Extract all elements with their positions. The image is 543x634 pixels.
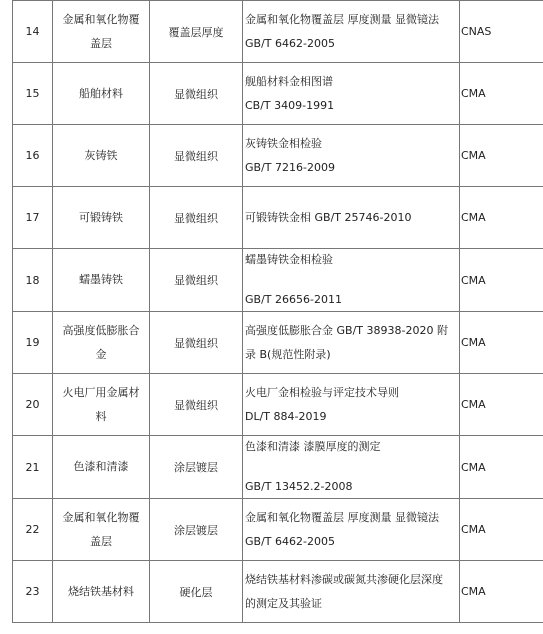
row-number: 21 <box>13 436 53 499</box>
material-name-line1: 蠕墨铸铁 <box>79 273 123 286</box>
standard-line2: GB/T 6462-2005 <box>245 534 335 548</box>
material-name <box>53 312 150 374</box>
standard <box>243 436 460 499</box>
certification: CMA <box>460 436 543 499</box>
certification: CMA <box>460 187 543 249</box>
test-item: 显微组织 <box>150 187 243 249</box>
material-name <box>53 561 150 623</box>
standard-line1: 蠕墨铸铁金相检验 <box>245 253 333 266</box>
test-item: 显微组织 <box>150 249 243 312</box>
standard-line1: 高强度低膨胀合金 GB/T 38938-2020 附 <box>245 323 448 337</box>
material-name-line1: 烧结铁基材料 <box>68 584 134 598</box>
row-number: 22 <box>13 499 53 561</box>
material-name-line2: 金 <box>95 347 107 361</box>
table-row <box>13 125 543 187</box>
test-item: 涂层镀层 <box>150 499 243 561</box>
row-number: 18 <box>13 249 53 312</box>
material-name-line1: 色漆和清漆 <box>73 460 129 473</box>
standard-line1: 色漆和清漆 漆膜厚度的测定 <box>245 440 381 453</box>
standard <box>243 187 460 249</box>
standard-line1: 火电厂金相检验与评定技术导则 <box>245 385 399 399</box>
certification: CMA <box>460 374 543 436</box>
standard-line1: 可锻铸铁金相 GB/T 25746-2010 <box>245 210 412 224</box>
row-number: 15 <box>13 63 53 125</box>
test-item: 显微组织 <box>150 374 243 436</box>
standard-line1: 灰铸铁金相检验 <box>245 136 322 150</box>
material-name-line2: 盖层 <box>90 534 112 548</box>
standard-line1: 舰船材料金相图谱 <box>245 74 333 88</box>
standard <box>243 63 460 125</box>
certification: CMA <box>460 499 543 561</box>
standard <box>243 499 460 561</box>
test-item: 显微组织 <box>150 125 243 187</box>
test-item: 涂层镀层 <box>150 436 243 499</box>
table-row <box>13 312 543 374</box>
certification: CMA <box>460 125 543 187</box>
standard-line2: DL/T 884-2019 <box>245 409 327 423</box>
row-number: 16 <box>13 125 53 187</box>
certification: CMA <box>460 249 543 312</box>
standard <box>243 374 460 436</box>
row-number: 20 <box>13 374 53 436</box>
standard-line2: 录 B(规范性附录) <box>245 347 331 361</box>
standard-line2: GB/T 26656-2011 <box>245 293 342 306</box>
standards-table <box>12 0 543 623</box>
standard-line1: 烧结铁基材料渗碳或碳氮共渗硬化层深度 <box>245 572 443 586</box>
standard-line2: GB/T 6462-2005 <box>245 36 335 50</box>
standard-line1: 金属和氧化物覆盖层 厚度测量 显微镜法 <box>245 12 439 26</box>
standard <box>243 249 460 312</box>
standard-line2: 的测定及其验证 <box>245 596 322 610</box>
standard-line2: CB/T 3409-1991 <box>245 98 335 112</box>
material-name <box>53 436 150 499</box>
row-number: 14 <box>13 1 53 63</box>
certification: CMA <box>460 561 543 623</box>
certification: CMA <box>460 312 543 374</box>
standard <box>243 561 460 623</box>
material-name-line1: 高强度低膨胀合 <box>62 323 140 337</box>
material-name <box>53 249 150 312</box>
table-row <box>13 1 543 63</box>
row-number: 23 <box>13 561 53 623</box>
material-name <box>53 63 150 125</box>
material-name <box>53 374 150 436</box>
test-item: 覆盖层厚度 <box>150 1 243 63</box>
material-name-line1: 火电厂用金属材 <box>62 385 140 399</box>
material-name-line1: 船舶材料 <box>79 86 123 100</box>
row-number: 17 <box>13 187 53 249</box>
certification: CNAS <box>460 1 543 63</box>
test-item: 硬化层 <box>150 561 243 623</box>
table-row <box>13 63 543 125</box>
standard-line2: GB/T 7216-2009 <box>245 160 335 174</box>
standard-line2: GB/T 13452.2-2008 <box>245 480 353 493</box>
table-row <box>13 187 543 249</box>
table-row <box>13 374 543 436</box>
table-row <box>13 561 543 623</box>
table-row <box>13 249 543 312</box>
standard-line1: 金属和氧化物覆盖层 厚度测量 显微镜法 <box>245 510 439 524</box>
test-item: 显微组织 <box>150 312 243 374</box>
standard <box>243 125 460 187</box>
material-name <box>53 1 150 63</box>
material-name <box>53 125 150 187</box>
certification: CMA <box>460 63 543 125</box>
material-name-line1: 金属和氧化物覆 <box>62 12 140 26</box>
row-number: 19 <box>13 312 53 374</box>
material-name <box>53 499 150 561</box>
material-name-line1: 金属和氧化物覆 <box>62 510 140 524</box>
standard <box>243 1 460 63</box>
material-name-line1: 可锻铸铁 <box>79 210 123 224</box>
material-name <box>53 187 150 249</box>
material-name-line1: 灰铸铁 <box>84 148 118 162</box>
standard <box>243 312 460 374</box>
table-row <box>13 499 543 561</box>
test-item: 显微组织 <box>150 63 243 125</box>
material-name-line2: 盖层 <box>90 36 112 50</box>
table-row <box>13 436 543 499</box>
material-name-line2: 料 <box>95 409 107 423</box>
